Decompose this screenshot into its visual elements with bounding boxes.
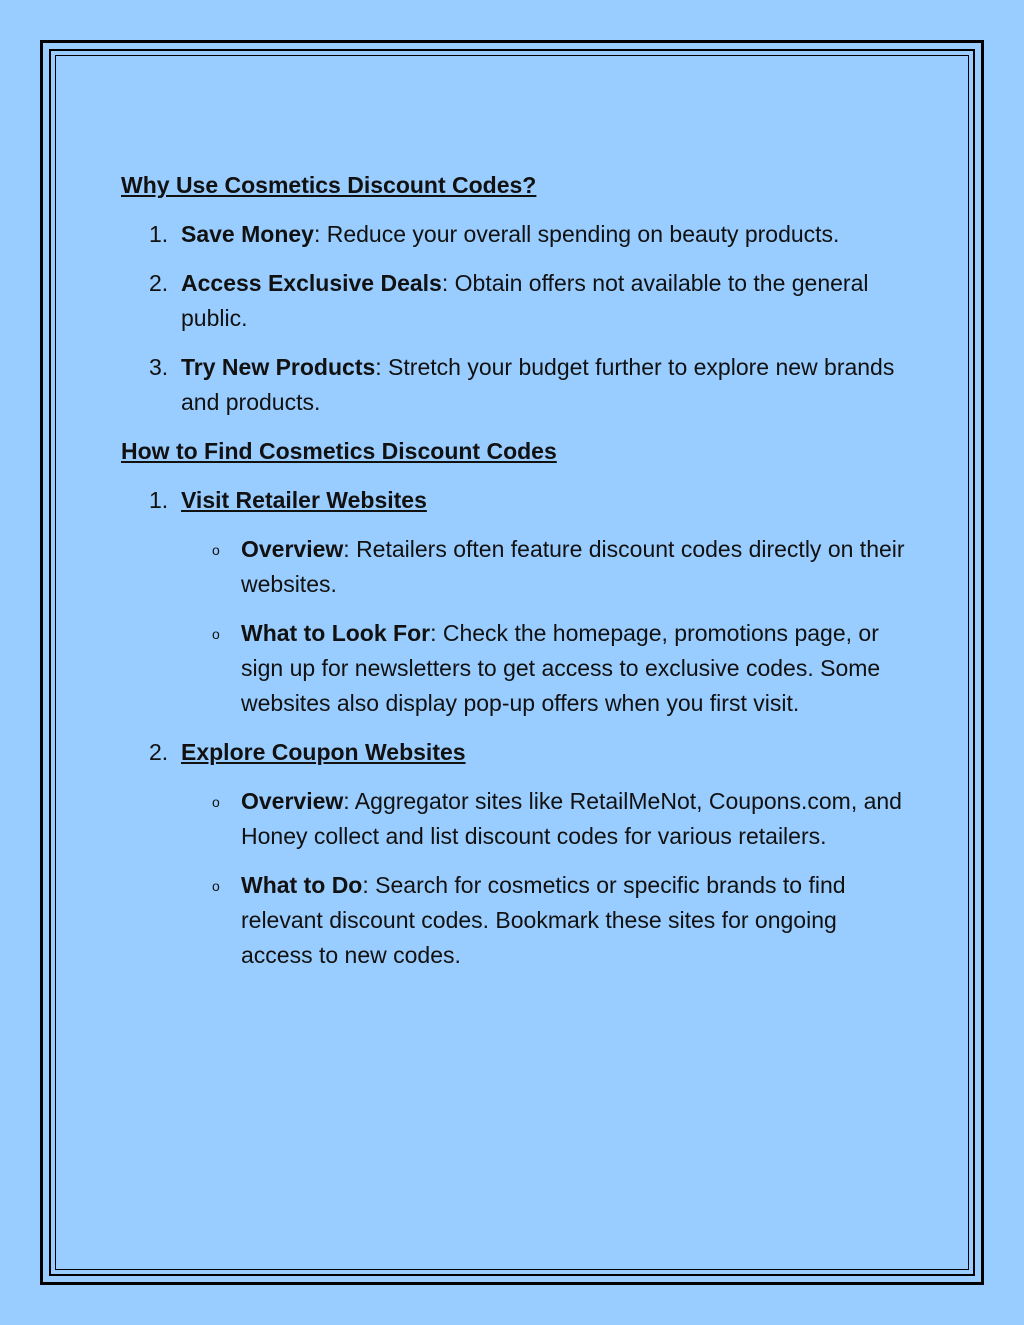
item-title: Save Money [181, 221, 314, 247]
list-item [121, 483, 911, 721]
item-text: : Stretch your budget further to explore new brands and products. [181, 354, 895, 415]
sub-list [181, 784, 911, 973]
sub-item-title: What to Look For [241, 620, 431, 646]
list-number: 2. [149, 739, 169, 765]
list-number: 1. [149, 221, 169, 247]
sub-list-item [181, 868, 911, 973]
bullet-icon: o [212, 794, 220, 810]
sub-item-text: : Search for cosmetics or specific brands to find relevant discount codes. Bookmark these sites for ongoing access to new codes. [241, 872, 846, 968]
item-text: : Obtain offers not available to the general public. [181, 270, 869, 331]
list-item [121, 350, 911, 420]
benefits-list [121, 217, 911, 420]
list-number: 3. [149, 354, 169, 380]
bullet-icon: o [212, 878, 220, 894]
sub-item-title: Overview [241, 788, 344, 814]
sub-item-title: What to Do [241, 872, 363, 898]
list-number: 2. [149, 270, 169, 296]
sub-list-item [181, 532, 911, 602]
sub-item-text: : Check the homepage, promotions page, or sign up for newsletters to get access to exclusive codes. Some websites also display pop-up offers when you first visit. [241, 620, 881, 716]
item-text: : Reduce your overall spending on beauty products. [313, 221, 840, 247]
list-item [121, 217, 911, 252]
bullet-icon: o [212, 542, 220, 558]
method-title: Explore Coupon Websites [181, 739, 466, 765]
item-title: Try New Products [181, 354, 376, 380]
list-item [121, 735, 911, 973]
sub-item-title: Overview [241, 536, 344, 562]
section-heading-how: How to Find Cosmetics Discount Codes [121, 438, 557, 464]
item-title: Access Exclusive Deals [181, 270, 442, 296]
bullet-icon: o [212, 626, 220, 642]
methods-list [121, 483, 911, 973]
sub-item-text: : Aggregator sites like RetailMeNot, Coupons.com, and Honey collect and list discount codes for various retailers. [241, 788, 902, 849]
sub-list [181, 532, 911, 721]
section-heading-why: Why Use Cosmetics Discount Codes? [121, 172, 537, 198]
list-number: 1. [149, 487, 169, 513]
sub-list-item [181, 784, 911, 854]
sub-list-item [181, 616, 911, 721]
document-body [121, 168, 911, 987]
list-item [121, 266, 911, 336]
sub-item-text: : Retailers often feature discount codes directly on their websites. [241, 536, 905, 597]
method-title: Visit Retailer Websites [181, 487, 427, 513]
